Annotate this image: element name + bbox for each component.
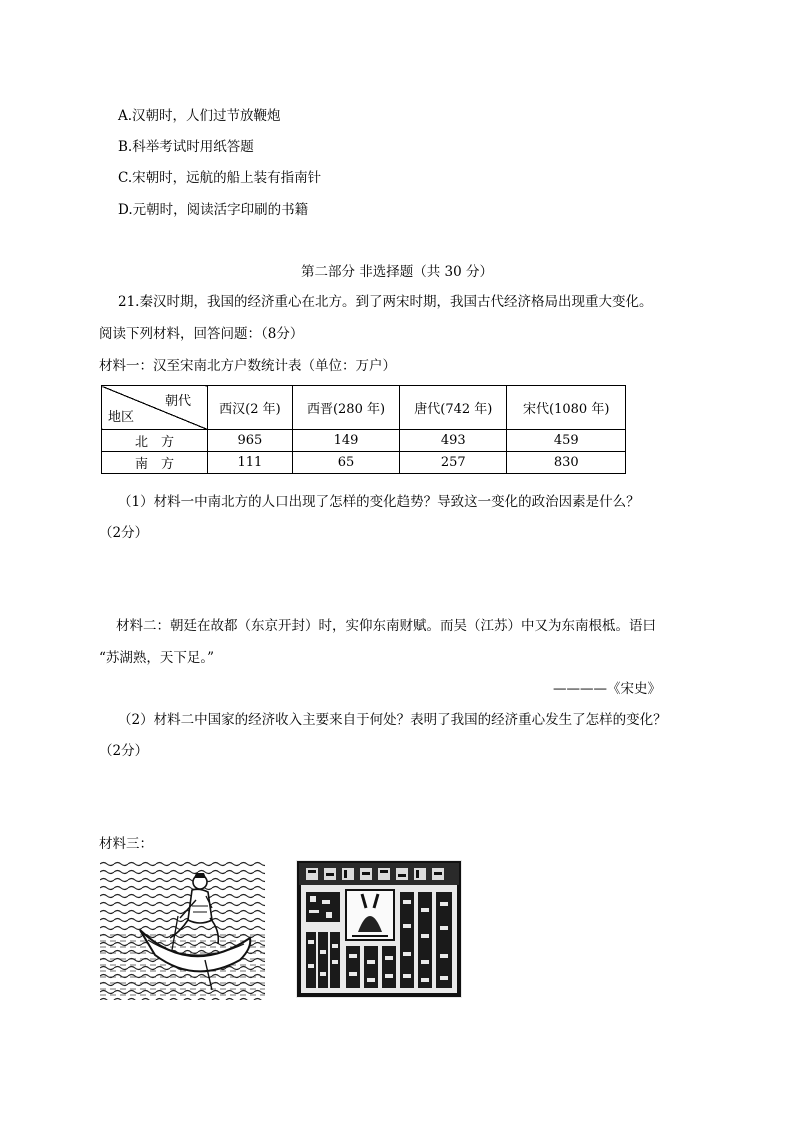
- option-b: B.科举考试时用纸答题: [118, 139, 254, 155]
- question1-line2: （2分）: [99, 525, 149, 541]
- material2-source: ————《宋史》: [553, 681, 661, 697]
- boat-woodcut-icon: [100, 860, 265, 1000]
- section-heading: 第二部分 非选择题（共 30 分）: [300, 264, 494, 280]
- table-cell: 830: [507, 452, 626, 474]
- corner-dynasty-label: 朝代: [164, 394, 191, 409]
- material2-line2: “苏湖熟，天下足。”: [99, 650, 215, 666]
- q21-intro-line1: 21.秦汉时期，我国的经济重心在北方。到了两宋时期，我国古代经济格局出现重大变化。: [118, 294, 653, 310]
- household-table: [101, 385, 626, 474]
- material3-title: 材料三：: [99, 836, 153, 852]
- table-corner-cell: [102, 386, 208, 430]
- row-label: 北 方: [102, 430, 208, 452]
- printing-plate-icon: [296, 860, 462, 998]
- table-cell: 111: [208, 452, 293, 474]
- option-d: D.元朝时，阅读活字印刷的书籍: [118, 202, 309, 218]
- boat-illustration: [100, 860, 265, 1000]
- printing-plate-image: [296, 860, 462, 998]
- question1-line1: （1）材料一中南北方的人口出现了怎样的变化趋势？导致这一变化的政治因素是什么？: [118, 494, 640, 510]
- question2-line2: （2分）: [99, 743, 149, 759]
- column-header: 唐代(742 年): [400, 386, 507, 430]
- column-header: 西汉(2 年): [208, 386, 293, 430]
- table-row: [102, 452, 626, 474]
- table-cell: 149: [292, 430, 399, 452]
- table-row: [102, 430, 626, 452]
- material2-line1: 材料二：朝廷在故都（东京开封）时，实仰东南财赋。而吴（江苏）中又为东南根柢。语曰: [116, 618, 656, 634]
- table-cell: 965: [208, 430, 293, 452]
- row-label: 南 方: [102, 452, 208, 474]
- option-a: A.汉朝时，人们过节放鞭炮: [118, 108, 281, 124]
- table-cell: 493: [400, 430, 507, 452]
- option-c: C.宋朝时，远航的船上装有指南针: [118, 170, 322, 186]
- q21-intro-line2: 阅读下列材料，回答问题：（8分）: [99, 326, 304, 342]
- corner-region-label: 地区: [108, 410, 135, 425]
- column-header: 宋代(1080 年): [507, 386, 626, 430]
- table-cell: 257: [400, 452, 507, 474]
- material1-title: 材料一：汉至宋南北方户数统计表（单位：万户）: [99, 358, 396, 374]
- table-cell: 65: [292, 452, 399, 474]
- table-cell: 459: [507, 430, 626, 452]
- question2-line1: （2）材料二中国家的经济收入主要来自于何处？表明了我国的经济重心发生了怎样的变化？: [118, 712, 667, 728]
- table-header-row: [102, 386, 626, 430]
- column-header: 西晋(280 年): [292, 386, 399, 430]
